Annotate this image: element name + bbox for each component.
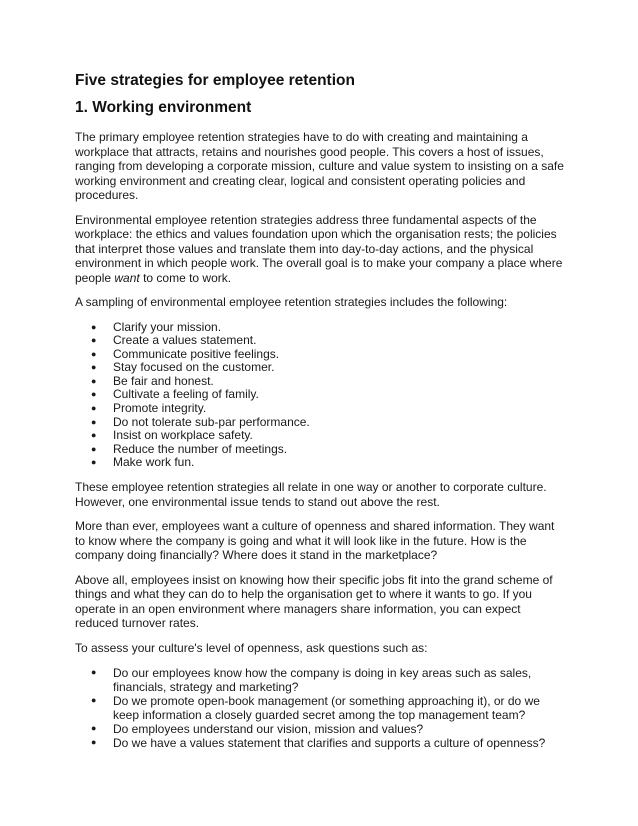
section-heading: 1. Working environment [75, 99, 252, 116]
bullet-icon: ● [91, 375, 97, 386]
list-item [75, 388, 565, 402]
bullet-icon: ● [91, 443, 97, 454]
list-item [75, 416, 565, 430]
bullet-icon: ● [91, 695, 97, 706]
paragraph-culture: These employee retention strategies all relate in one way or another to corporate culture. However, one environmental issue tends to stand out above the rest. [75, 480, 547, 509]
bullet-icon: ● [91, 403, 97, 414]
list-item-text: Be fair and honest. [113, 373, 214, 388]
question-list [75, 666, 565, 750]
list-item-text: Clarify your mission. [113, 319, 222, 334]
list-item-text: Create a values statement. [113, 333, 257, 348]
list-item [75, 736, 565, 750]
bullet-icon: ● [91, 362, 97, 373]
list-item [75, 694, 565, 722]
list-item [75, 334, 565, 348]
list-item [75, 443, 565, 457]
list-item [75, 402, 565, 416]
list-item-text: Stay focused on the customer. [113, 360, 275, 375]
list-item [75, 456, 565, 470]
list-item [75, 722, 565, 736]
paragraph-intro: The primary employee retention strategies have to do with creating and maintaining a workplace that attracts, retains and nourishes good people. This covers a host of issues, ranging from developing a corporate mission, culture and value system to insisting on a safe working environment and creating clear, logical and consistent operating policies and procedures. [75, 130, 564, 202]
list-item [75, 429, 565, 443]
list-item [75, 666, 565, 694]
bullet-icon: ● [91, 335, 97, 346]
list-item [75, 375, 565, 389]
paragraph-text: Environmental employee retention strategies address three fundamental aspects of the workplace: the ethics and values foundation upon which the organisation rests; the policies that interpret those values and translate them into day-to-day actions, and the physical environment in which people work. The overall goal is to make your company a place where people [75, 212, 563, 285]
strategy-list [75, 321, 565, 471]
paragraph-sampling: A sampling of environmental employee retention strategies includes the following: [75, 295, 508, 309]
paragraph-text: to come to work. [139, 270, 232, 285]
list-item-text: Do not tolerate sub-par performance. [113, 414, 310, 429]
bullet-icon: ● [91, 389, 97, 400]
list-item-text: Do we have a values statement that clarifies and supports a culture of openness? [113, 736, 546, 751]
list-item-text: Communicate positive feelings. [113, 346, 280, 361]
document-body [75, 71, 565, 750]
list-item-text: Reduce the number of meetings. [113, 441, 288, 456]
list-item-text: Do we promote open-book management (or something approaching it), or do we keep information a closely guarded secret among the top management team? [113, 694, 540, 723]
bullet-icon: ● [91, 430, 97, 441]
list-item-text: Insist on workplace safety. [113, 428, 253, 443]
bullet-icon: ● [91, 457, 97, 468]
paragraph-jobs: Above all, employees insist on knowing how their specific jobs fit into the grand scheme of things and what they can do to help the organisation get to where it wants to go. If you operate in an open environment where managers share information, you can expect reduced turnover rates. [75, 572, 553, 631]
list-item-text: Promote integrity. [113, 401, 207, 416]
paragraph-openness: More than ever, employees want a culture of openness and shared information. They want to know where the company is going and what it will look like in the future. How is the company doing financially? Where does it stand in the marketplace? [75, 519, 555, 563]
list-item [75, 321, 565, 335]
list-item [75, 361, 565, 375]
list-item-text: Make work fun. [113, 455, 195, 470]
paragraph-assess: To assess your culture's level of openness, ask questions such as: [75, 640, 428, 655]
list-item-text: Do our employees know how the company is doing in key areas such as sales, financials, strategy and marketing? [113, 666, 532, 695]
bullet-icon: ● [91, 723, 97, 734]
bullet-icon: ● [91, 321, 97, 332]
bullet-icon: ● [91, 348, 97, 359]
bullet-icon: ● [91, 737, 97, 748]
paragraph-environmental [75, 213, 565, 286]
bullet-icon: ● [91, 416, 97, 427]
list-item-text: Do employees understand our vision, mission and values? [113, 722, 424, 737]
list-item-text: Cultivate a feeling of family. [113, 387, 259, 402]
bullet-icon: ● [91, 667, 97, 678]
list-item [75, 348, 565, 362]
document-title: Five strategies for employee retention [75, 72, 355, 89]
emphasis-text: want [114, 270, 140, 285]
